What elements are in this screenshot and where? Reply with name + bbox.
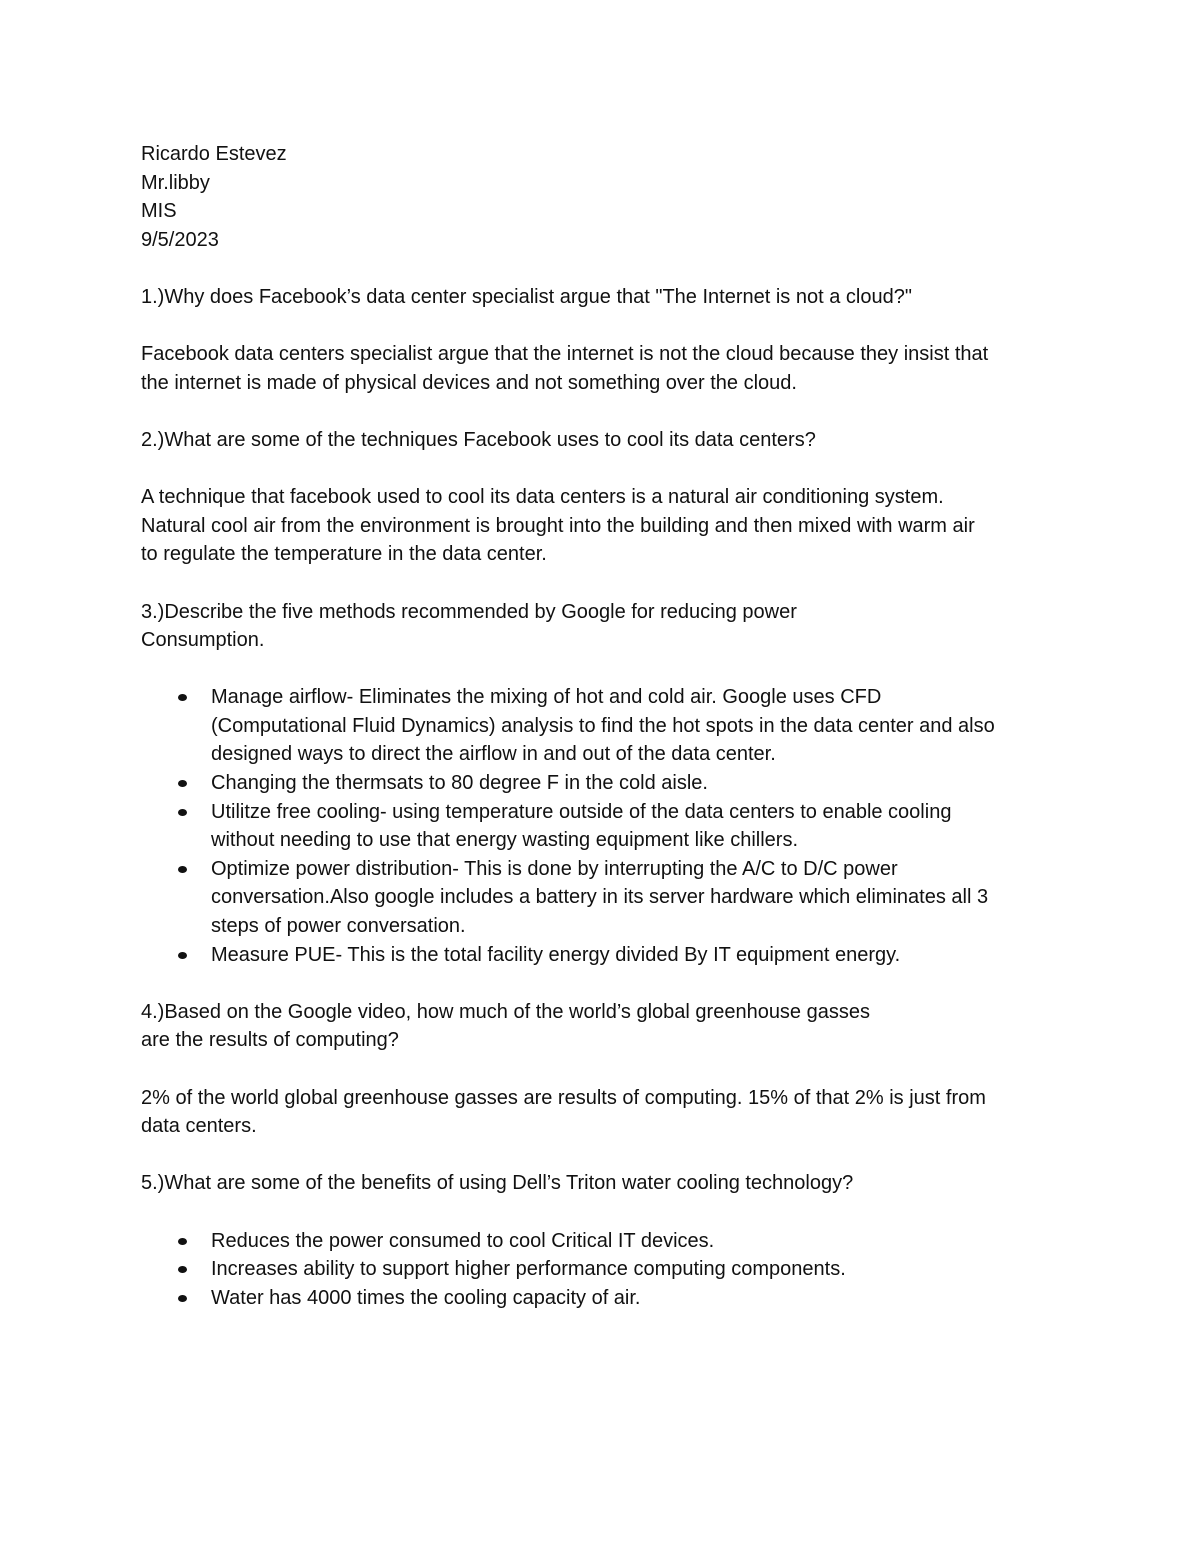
list-item [211, 769, 1066, 798]
spacer [141, 397, 1066, 426]
course-name: MIS [141, 200, 177, 223]
spacer [141, 312, 1066, 341]
list-item-line: Changing the thermsats to 80 degree F in the cold aisle. [211, 772, 708, 795]
list-item-line: Optimize power distribution- This is done by interrupting the A/C to D/C power [211, 857, 898, 880]
list-item-line: without needing to use that energy wasting equipment like chillers. [211, 829, 799, 852]
answer-line: Natural cool air from the environment is brought into the building and then mixed with warm air [141, 514, 975, 537]
question-line: 4.)Based on the Google video, how much of the world’s global greenhouse gasses [141, 1000, 870, 1023]
spacer [141, 254, 1066, 283]
list-item-line: Reduces the power consumed to cool Critical IT devices. [211, 1229, 715, 1252]
question-line: Consumption. [141, 629, 265, 652]
answer-1 [141, 340, 1066, 397]
question-4 [141, 998, 1066, 1055]
answer-line: data centers. [141, 1115, 257, 1138]
bullet-icon [178, 866, 187, 873]
spacer [141, 455, 1066, 484]
answer-line: to regulate the temperature in the data center. [141, 543, 547, 566]
question-line: are the results of computing? [141, 1029, 399, 1052]
teacher-name: Mr.libby [141, 171, 210, 194]
list-item-line: Water has 4000 times the cooling capacity of air. [211, 1286, 641, 1309]
spacer [141, 1141, 1066, 1170]
bullet-icon [178, 809, 187, 816]
header-block [141, 140, 1066, 254]
document-page [141, 140, 1066, 1312]
list-item-line: Measure PUE- This is the total facility energy divided By IT equipment energy. [211, 943, 901, 966]
bullet-icon [178, 780, 187, 787]
answer-2 [141, 483, 1066, 569]
question-5: 5.)What are some of the benefits of using Dell’s Triton water cooling technology? [141, 1172, 854, 1195]
question-2: 2.)What are some of the techniques Facebook uses to cool its data centers? [141, 428, 816, 451]
answer-3-list [141, 683, 1066, 969]
question-3 [141, 598, 1066, 655]
list-item [211, 798, 1066, 855]
bullet-icon [178, 952, 187, 959]
list-item [211, 683, 1066, 769]
list-item [211, 1255, 1066, 1284]
list-item [211, 1227, 1066, 1256]
bullet-icon [178, 694, 187, 701]
document-date: 9/5/2023 [141, 228, 219, 251]
spacer [141, 1055, 1066, 1084]
list-item-line: Increases ability to support higher performance computing components. [211, 1258, 846, 1281]
spacer [141, 969, 1066, 998]
question-line: 3.)Describe the five methods recommended by Google for reducing power [141, 600, 797, 623]
list-item-line: Utilitze free cooling- using temperature outside of the data centers to enable cooling [211, 800, 952, 823]
answer-5-list [141, 1227, 1066, 1313]
spacer [141, 569, 1066, 598]
student-name: Ricardo Estevez [141, 143, 287, 165]
list-item-line: (Computational Fluid Dynamics) analysis to find the hot spots in the data center and also [211, 714, 995, 737]
question-1: 1.)Why does Facebook’s data center specialist argue that "The Internet is not a cloud?" [141, 285, 912, 308]
list-item-line: Manage airflow- Eliminates the mixing of hot and cold air. Google uses CFD [211, 686, 882, 709]
list-item-line: conversation.Also google includes a battery in its server hardware which eliminates all 3 [211, 886, 989, 909]
list-item-line: steps of power conversation. [211, 915, 466, 938]
list-item-line: designed ways to direct the airflow in and out of the data center. [211, 743, 776, 766]
answer-line: A technique that facebook used to cool its data centers is a natural air conditioning system. [141, 486, 944, 509]
spacer [141, 1198, 1066, 1227]
answer-line: the internet is made of physical devices and not something over the cloud. [141, 371, 797, 394]
list-item [211, 855, 1066, 941]
bullet-icon [178, 1266, 187, 1273]
list-item [211, 941, 1066, 970]
bullet-icon [178, 1238, 187, 1245]
answer-line: Facebook data centers specialist argue that the internet is not the cloud because they insist that [141, 343, 989, 366]
bullet-icon [178, 1295, 187, 1302]
list-item [211, 1284, 1066, 1313]
spacer [141, 655, 1066, 684]
answer-4 [141, 1084, 1066, 1141]
answer-line: 2% of the world global greenhouse gasses are results of computing. 15% of that 2% is just from [141, 1086, 986, 1109]
